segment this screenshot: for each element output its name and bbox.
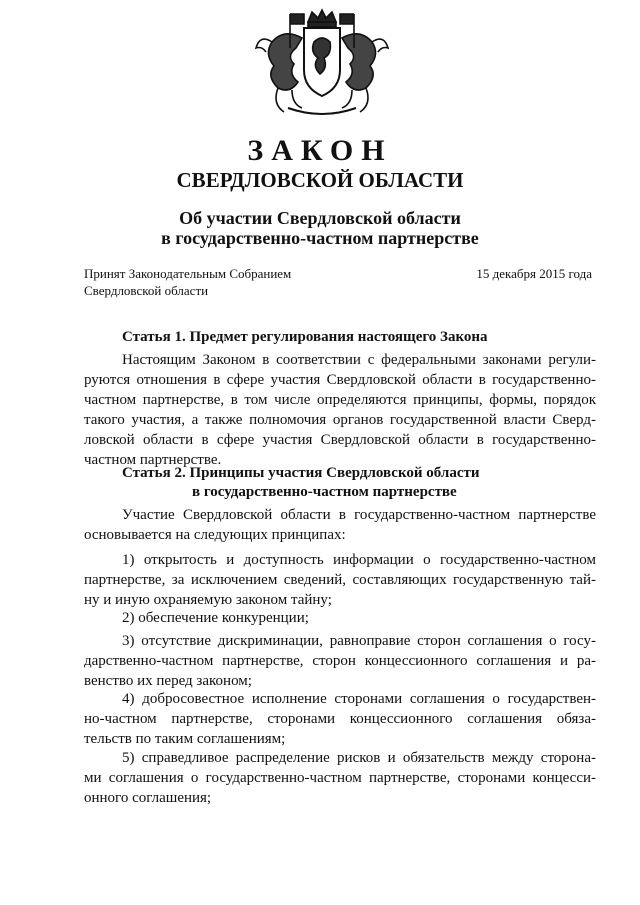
- text-line: Настоящим Законом в соответствии с федеральными законами регули-: [122, 352, 596, 368]
- text-line: ну и иную охраняемую законом тайну;: [84, 592, 332, 608]
- text-line: онного соглашения;: [84, 790, 212, 806]
- text-line: 2) обеспечение конкуренции;: [122, 610, 309, 626]
- principle-item-1: [84, 550, 596, 610]
- adopted-by: [84, 265, 344, 299]
- principle-item-2: [84, 608, 596, 628]
- law-region: СВЕРДЛОВСКОЙ ОБЛАСТИ: [176, 168, 464, 192]
- text-line: 5) справедливое распределение рисков и обязательств между сторона-: [122, 750, 596, 766]
- law-title: ЗАКОН: [247, 134, 393, 167]
- law-subject-line: Об участии Свердловской области: [179, 208, 461, 228]
- text-line: такого участия, а также полномочия органов государственной власти Сверд-: [84, 412, 596, 428]
- text-line: венство их перед законом;: [84, 673, 252, 689]
- law-subject: [0, 208, 640, 248]
- text-line: основывается на следующих принципах:: [84, 527, 346, 543]
- text-line: ловской области в сфере участия Свердловской области в государственно-: [84, 432, 596, 448]
- principle-item-5: [84, 748, 596, 808]
- law-subject-line: в государственно-частном партнерстве: [161, 228, 479, 248]
- principle-item-3: [84, 631, 596, 691]
- coat-of-arms-emblem: [248, 8, 396, 120]
- article-2-title-line: в государственно-частном партнерстве: [192, 484, 457, 500]
- article-1-title: Статья 1. Предмет регулирования настоящего Закона: [122, 329, 488, 345]
- text-line: тельств по таким соглашениям;: [84, 731, 286, 747]
- adopted-by-line: Принят Законодательным Собранием: [84, 266, 292, 281]
- text-line: 1) открытость и доступность информации о государственно-частном: [122, 552, 596, 568]
- text-line: партнерстве, за исключением сведений, составляющих государственную тай-: [84, 572, 596, 588]
- article-2-intro: [84, 505, 596, 545]
- article-2-title-line: Статья 2. Принципы участия Свердловской области: [122, 465, 480, 481]
- text-line: но-частном партнерстве, сторонами концессионного соглашения обяза-: [84, 711, 596, 727]
- adoption-date: 15 декабря 2015 года: [476, 266, 592, 281]
- article-1-paragraph: [84, 350, 596, 470]
- text-line: руются отношения в сфере участия Свердловской области в государственно-: [84, 372, 596, 388]
- text-line: частном партнерстве.: [84, 452, 222, 468]
- text-line: ми соглашения о государственно-частном партнерстве, сторонами концесси-: [84, 770, 596, 786]
- principle-item-4: [84, 689, 596, 749]
- text-line: частном партнерстве, в том числе определяются принципы, формы, порядок: [84, 392, 596, 408]
- adopted-by-line: Свердловской области: [84, 283, 209, 298]
- text-line: 3) отсутствие дискриминации, равноправие сторон соглашения о госу-: [122, 633, 596, 649]
- text-line: 4) добросовестное исполнение сторонами соглашения о государствен-: [122, 691, 596, 707]
- text-line: Участие Свердловской области в государственно-частном партнерстве: [122, 507, 596, 523]
- text-line: дарственно-частном партнерстве, сторон концессионного соглашения и ра-: [84, 653, 596, 669]
